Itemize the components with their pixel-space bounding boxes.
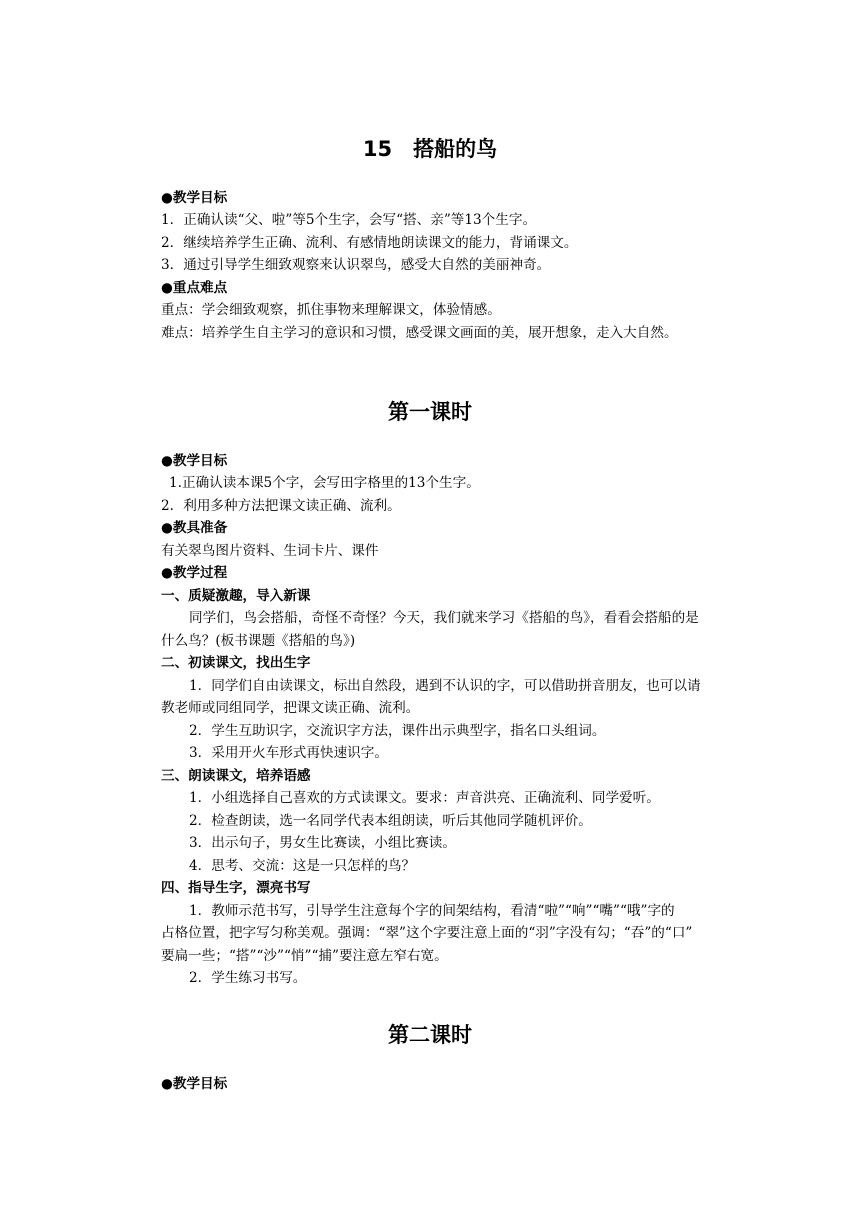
bullet-icon: ● xyxy=(161,453,173,469)
section-heading-goals: ●教学目标 xyxy=(161,190,228,206)
difficulty-text: 难点：培养学生自主学习的意识和习惯，感受课文画面的美，展开想象，走入大自然。 xyxy=(161,325,678,341)
paragraph-line: 教老师或同组同学，把课文读正确、流利。 xyxy=(161,700,420,716)
paragraph-line: 1．小组选择自己喜欢的方式读课文。要求：声音洪亮、正确流利、同学爱听。 xyxy=(189,790,660,806)
step-3-heading: 三、朗读课文，培养语感 xyxy=(161,768,311,784)
step-2-heading: 二、初读课文，找出生字 xyxy=(161,655,311,671)
goal-item: 1.正确认读本课5个字，会写田字格里的13个生字。 xyxy=(169,475,480,491)
goal-item: 3．通过引导学生细致观察来认识翠鸟，感受大自然的美丽神奇。 xyxy=(161,257,551,273)
paragraph-line: 2．检查朗读，选一名同学代表本组朗读，听后其他同学随机评价。 xyxy=(189,813,592,829)
prep-text: 有关翠鸟图片资料、生词卡片、课件 xyxy=(161,543,379,559)
paragraph-line: 2．学生互助识字，交流识字方法，课件出示典型字，指名口头组词。 xyxy=(189,723,606,739)
goal-item: 2．继续培养学生正确、流利、有感情地朗读课文的能力，背诵课文。 xyxy=(161,235,578,251)
paragraph-line: 什么鸟？(板书课题《搭船的鸟》) xyxy=(161,633,356,649)
paragraph-line: 要扁一些；“搭”“沙”“悄”“捕”要注意左窄右宽。 xyxy=(161,948,448,964)
period-2-title: 第二课时 xyxy=(388,1023,472,1047)
bullet-icon: ● xyxy=(161,1076,173,1092)
paragraph-line: 3．采用开火车形式再快速识字。 xyxy=(189,745,388,761)
step-4-heading: 四、指导生字，漂亮书写 xyxy=(161,880,311,896)
section-heading-key-points: ●重点难点 xyxy=(161,280,228,296)
lesson-title: 15 搭船的鸟 xyxy=(362,137,498,161)
step-1-heading: 一、质疑激趣，导入新课 xyxy=(161,588,311,604)
paragraph-line: 同学们，鸟会搭船，奇怪不奇怪？今天，我们就来学习《搭船的鸟》，看看会搭船的是 xyxy=(189,610,699,626)
section-heading-goals: ●教学目标 xyxy=(161,1076,228,1092)
section-heading-prep: ●教具准备 xyxy=(161,520,228,536)
bullet-icon: ● xyxy=(161,190,173,206)
goal-item: 2．利用多种方法把课文读正确、流利。 xyxy=(161,498,401,514)
bullet-icon: ● xyxy=(161,280,173,296)
paragraph-line: 1．同学们自由读课文，标出自然段，遇到不认识的字，可以借助拼音朋友，也可以请 xyxy=(189,678,701,694)
section-heading-goals: ●教学目标 xyxy=(161,453,228,469)
paragraph-line: 2．学生练习书写。 xyxy=(189,970,307,986)
paragraph-line: 占格位置，把字写匀称美观。强调：“翠”这个字要注意上面的“羽”字没有勾；“吞”的“口” xyxy=(161,925,693,941)
section-heading-process: ●教学过程 xyxy=(161,565,228,581)
paragraph-line: 3．出示句子，男女生比赛读，小组比赛读。 xyxy=(189,835,456,851)
bullet-icon: ● xyxy=(161,520,173,536)
period-1-title: 第一课时 xyxy=(388,400,472,424)
goal-item: 1．正确认读“父、啦”等5个生字，会写“搭、亲”等13个生字。 xyxy=(161,212,537,228)
paragraph-line: 4．思考、交流：这是一只怎样的鸟？ xyxy=(189,858,416,874)
bullet-icon: ● xyxy=(161,565,173,581)
paragraph-line: 1．教师示范书写，引导学生注意每个字的间架结构，看清“啦”“响”“嘴”“哦”字的 xyxy=(189,903,675,919)
key-point-text: 重点：学会细致观察，抓住事物来理解课文，体验情感。 xyxy=(161,302,501,318)
